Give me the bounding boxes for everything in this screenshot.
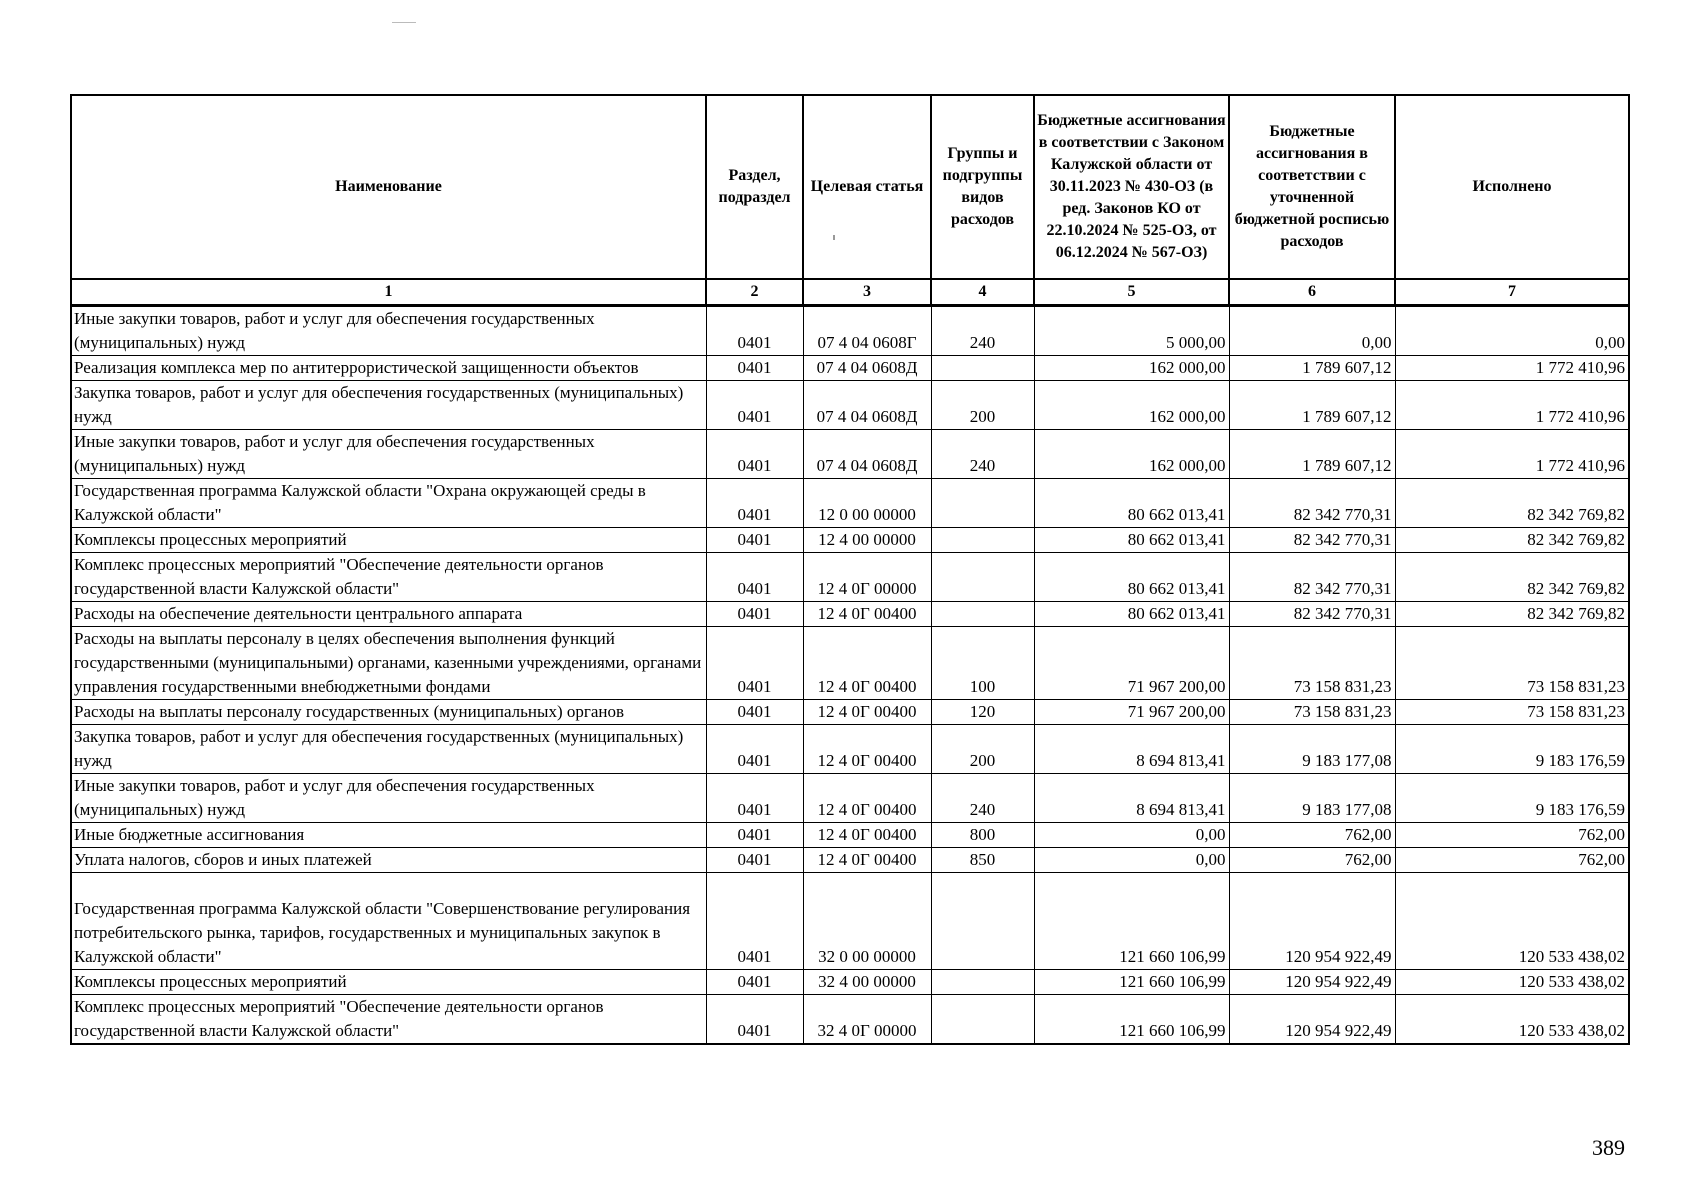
table-row bbox=[71, 381, 1629, 430]
row-executed-amount: 73 158 831,23 bbox=[1395, 627, 1629, 700]
row-executed-amount: 82 342 769,82 bbox=[1395, 528, 1629, 553]
row-group bbox=[931, 528, 1034, 553]
header-article: Целевая статья bbox=[803, 95, 931, 279]
row-executed-amount: 0,00 bbox=[1395, 306, 1629, 356]
row-plan-amount: 120 954 922,49 bbox=[1229, 970, 1395, 995]
budget-table bbox=[70, 94, 1630, 1045]
row-group bbox=[931, 970, 1034, 995]
row-section: 0401 bbox=[706, 995, 803, 1045]
table-row bbox=[71, 725, 1629, 774]
table-row bbox=[71, 306, 1629, 356]
row-executed-amount: 9 183 176,59 bbox=[1395, 774, 1629, 823]
header-executed: Исполнено bbox=[1395, 95, 1629, 279]
row-plan-amount: 120 954 922,49 bbox=[1229, 995, 1395, 1045]
row-name: Комплекс процессных мероприятий "Обеспечение деятельности органов государственной власти Калужской области" bbox=[71, 995, 706, 1045]
row-name: Комплексы процессных мероприятий bbox=[71, 970, 706, 995]
row-group: 850 bbox=[931, 848, 1034, 873]
row-executed-amount: 762,00 bbox=[1395, 848, 1629, 873]
table-row bbox=[71, 823, 1629, 848]
table-row bbox=[71, 627, 1629, 700]
row-executed-amount: 82 342 769,82 bbox=[1395, 553, 1629, 602]
row-article: 32 0 00 00000 bbox=[803, 873, 931, 970]
row-executed-amount: 762,00 bbox=[1395, 823, 1629, 848]
row-plan-amount: 0,00 bbox=[1229, 306, 1395, 356]
page-number: 389 bbox=[1592, 1135, 1625, 1160]
row-section: 0401 bbox=[706, 700, 803, 725]
row-law-amount: 121 660 106,99 bbox=[1034, 873, 1229, 970]
row-section: 0401 bbox=[706, 970, 803, 995]
row-article: 12 4 0Г 00400 bbox=[803, 848, 931, 873]
column-number: 6 bbox=[1229, 279, 1395, 306]
table-row bbox=[71, 774, 1629, 823]
row-law-amount: 162 000,00 bbox=[1034, 430, 1229, 479]
row-executed-amount: 120 533 438,02 bbox=[1395, 970, 1629, 995]
row-law-amount: 0,00 bbox=[1034, 823, 1229, 848]
row-executed-amount: 1 772 410,96 bbox=[1395, 430, 1629, 479]
header-name: Наименование bbox=[71, 95, 706, 279]
row-group: 240 bbox=[931, 774, 1034, 823]
row-law-amount: 80 662 013,41 bbox=[1034, 528, 1229, 553]
row-section: 0401 bbox=[706, 381, 803, 430]
row-article: 12 4 0Г 00400 bbox=[803, 823, 931, 848]
row-group bbox=[931, 602, 1034, 627]
row-executed-amount: 120 533 438,02 bbox=[1395, 995, 1629, 1045]
column-number: 5 bbox=[1034, 279, 1229, 306]
row-law-amount: 80 662 013,41 bbox=[1034, 602, 1229, 627]
row-section: 0401 bbox=[706, 848, 803, 873]
column-number: 3 bbox=[803, 279, 931, 306]
row-plan-amount: 1 789 607,12 bbox=[1229, 356, 1395, 381]
row-plan-amount: 762,00 bbox=[1229, 823, 1395, 848]
row-name: Закупка товаров, работ и услуг для обеспечения государственных (муниципальных) нужд bbox=[71, 381, 706, 430]
row-plan-amount: 82 342 770,31 bbox=[1229, 553, 1395, 602]
row-plan-amount: 1 789 607,12 bbox=[1229, 430, 1395, 479]
row-group: 200 bbox=[931, 381, 1034, 430]
row-section: 0401 bbox=[706, 627, 803, 700]
row-plan-amount: 120 954 922,49 bbox=[1229, 873, 1395, 970]
row-law-amount: 71 967 200,00 bbox=[1034, 700, 1229, 725]
row-section: 0401 bbox=[706, 602, 803, 627]
row-name: Комплексы процессных мероприятий bbox=[71, 528, 706, 553]
column-number: 4 bbox=[931, 279, 1034, 306]
row-plan-amount: 9 183 177,08 bbox=[1229, 774, 1395, 823]
table-row bbox=[71, 553, 1629, 602]
row-name: Государственная программа Калужской области "Совершенствование регулирования потребительского рынка, тарифов, государственных и муниципальных закупок в Калужской области" bbox=[71, 873, 706, 970]
row-executed-amount: 1 772 410,96 bbox=[1395, 356, 1629, 381]
row-article: 12 4 00 00000 bbox=[803, 528, 931, 553]
row-section: 0401 bbox=[706, 725, 803, 774]
row-executed-amount: 82 342 769,82 bbox=[1395, 479, 1629, 528]
row-law-amount: 80 662 013,41 bbox=[1034, 479, 1229, 528]
row-section: 0401 bbox=[706, 430, 803, 479]
row-section: 0401 bbox=[706, 553, 803, 602]
table-row bbox=[71, 602, 1629, 627]
row-group bbox=[931, 873, 1034, 970]
row-name: Государственная программа Калужской области "Охрана окружающей среды в Калужской области" bbox=[71, 479, 706, 528]
row-name: Иные закупки товаров, работ и услуг для обеспечения государственных (муниципальных) нужд bbox=[71, 430, 706, 479]
row-group: 200 bbox=[931, 725, 1034, 774]
row-article: 12 4 0Г 00400 bbox=[803, 602, 931, 627]
row-executed-amount: 1 772 410,96 bbox=[1395, 381, 1629, 430]
table-row bbox=[71, 848, 1629, 873]
table-row bbox=[71, 356, 1629, 381]
row-section: 0401 bbox=[706, 823, 803, 848]
row-section: 0401 bbox=[706, 873, 803, 970]
row-article: 12 4 0Г 00400 bbox=[803, 627, 931, 700]
row-section: 0401 bbox=[706, 774, 803, 823]
row-name: Иные закупки товаров, работ и услуг для обеспечения государственных (муниципальных) нужд bbox=[71, 774, 706, 823]
scan-artifact bbox=[392, 22, 416, 23]
row-name: Иные закупки товаров, работ и услуг для обеспечения государственных (муниципальных) нужд bbox=[71, 306, 706, 356]
row-section: 0401 bbox=[706, 479, 803, 528]
row-article: 07 4 04 0608Д bbox=[803, 356, 931, 381]
row-law-amount: 121 660 106,99 bbox=[1034, 995, 1229, 1045]
row-executed-amount: 82 342 769,82 bbox=[1395, 602, 1629, 627]
row-executed-amount: 9 183 176,59 bbox=[1395, 725, 1629, 774]
row-law-amount: 5 000,00 bbox=[1034, 306, 1229, 356]
column-number-row bbox=[71, 279, 1629, 306]
table-row bbox=[71, 528, 1629, 553]
row-name: Комплекс процессных мероприятий "Обеспечение деятельности органов государственной власти Калужской области" bbox=[71, 553, 706, 602]
row-group: 100 bbox=[931, 627, 1034, 700]
row-plan-amount: 762,00 bbox=[1229, 848, 1395, 873]
row-plan-amount: 82 342 770,31 bbox=[1229, 602, 1395, 627]
row-name: Закупка товаров, работ и услуг для обеспечения государственных (муниципальных) нужд bbox=[71, 725, 706, 774]
row-section: 0401 bbox=[706, 306, 803, 356]
table-row bbox=[71, 430, 1629, 479]
table-row bbox=[71, 970, 1629, 995]
row-law-amount: 8 694 813,41 bbox=[1034, 774, 1229, 823]
row-name: Расходы на выплаты персоналу государственных (муниципальных) органов bbox=[71, 700, 706, 725]
header-plan-allocation: Бюджетные ассигнования в соответствии с уточненной бюджетной росписью расходов bbox=[1229, 95, 1395, 279]
row-group: 240 bbox=[931, 430, 1034, 479]
header-group: Группы и подгруппы видов расходов bbox=[931, 95, 1034, 279]
row-group bbox=[931, 995, 1034, 1045]
row-article: 12 4 0Г 00400 bbox=[803, 700, 931, 725]
row-law-amount: 71 967 200,00 bbox=[1034, 627, 1229, 700]
row-law-amount: 162 000,00 bbox=[1034, 356, 1229, 381]
row-plan-amount: 82 342 770,31 bbox=[1229, 479, 1395, 528]
row-group bbox=[931, 553, 1034, 602]
row-group: 240 bbox=[931, 306, 1034, 356]
table-row bbox=[71, 995, 1629, 1045]
column-number: 2 bbox=[706, 279, 803, 306]
header-law-allocation: Бюджетные ассигнования в соответствии с Законом Калужской области от 30.11.2023 № 430-ОЗ (в ред. Законов КО от 22.10.2024 № 525-ОЗ, от 06.12.2024 № 567-ОЗ) bbox=[1034, 95, 1229, 279]
column-number: 1 bbox=[71, 279, 706, 306]
row-law-amount: 162 000,00 bbox=[1034, 381, 1229, 430]
row-group: 120 bbox=[931, 700, 1034, 725]
row-section: 0401 bbox=[706, 528, 803, 553]
row-name: Расходы на обеспечение деятельности центрального аппарата bbox=[71, 602, 706, 627]
budget-table-container bbox=[70, 94, 1628, 1045]
header-row bbox=[71, 95, 1629, 279]
table-body bbox=[71, 306, 1629, 1045]
column-number: 7 bbox=[1395, 279, 1629, 306]
row-article: 12 4 0Г 00400 bbox=[803, 774, 931, 823]
row-section: 0401 bbox=[706, 356, 803, 381]
row-plan-amount: 1 789 607,12 bbox=[1229, 381, 1395, 430]
row-article: 12 4 0Г 00000 bbox=[803, 553, 931, 602]
row-article: 12 0 00 00000 bbox=[803, 479, 931, 528]
row-article: 07 4 04 0608Г bbox=[803, 306, 931, 356]
row-name: Уплата налогов, сборов и иных платежей bbox=[71, 848, 706, 873]
row-article: 32 4 0Г 00000 bbox=[803, 995, 931, 1045]
row-group: 800 bbox=[931, 823, 1034, 848]
row-article: 07 4 04 0608Д bbox=[803, 430, 931, 479]
row-plan-amount: 82 342 770,31 bbox=[1229, 528, 1395, 553]
row-name: Реализация комплекса мер по антитеррористической защищенности объектов bbox=[71, 356, 706, 381]
header-section: Раздел, подраздел bbox=[706, 95, 803, 279]
row-law-amount: 0,00 bbox=[1034, 848, 1229, 873]
row-executed-amount: 73 158 831,23 bbox=[1395, 700, 1629, 725]
row-name: Иные бюджетные ассигнования bbox=[71, 823, 706, 848]
row-plan-amount: 73 158 831,23 bbox=[1229, 700, 1395, 725]
row-group bbox=[931, 479, 1034, 528]
row-article: 12 4 0Г 00400 bbox=[803, 725, 931, 774]
table-row bbox=[71, 873, 1629, 970]
row-article: 07 4 04 0608Д bbox=[803, 381, 931, 430]
table-row bbox=[71, 479, 1629, 528]
row-executed-amount: 120 533 438,02 bbox=[1395, 873, 1629, 970]
row-group bbox=[931, 356, 1034, 381]
row-plan-amount: 9 183 177,08 bbox=[1229, 725, 1395, 774]
table-row bbox=[71, 700, 1629, 725]
row-plan-amount: 73 158 831,23 bbox=[1229, 627, 1395, 700]
row-article: 32 4 00 00000 bbox=[803, 970, 931, 995]
row-law-amount: 121 660 106,99 bbox=[1034, 970, 1229, 995]
row-law-amount: 80 662 013,41 bbox=[1034, 553, 1229, 602]
row-name: Расходы на выплаты персоналу в целях обеспечения выполнения функций государственными (муниципальными) органами, казенными учреждениями, органами управления государственными внебюджетными фондами bbox=[71, 627, 706, 700]
row-law-amount: 8 694 813,41 bbox=[1034, 725, 1229, 774]
